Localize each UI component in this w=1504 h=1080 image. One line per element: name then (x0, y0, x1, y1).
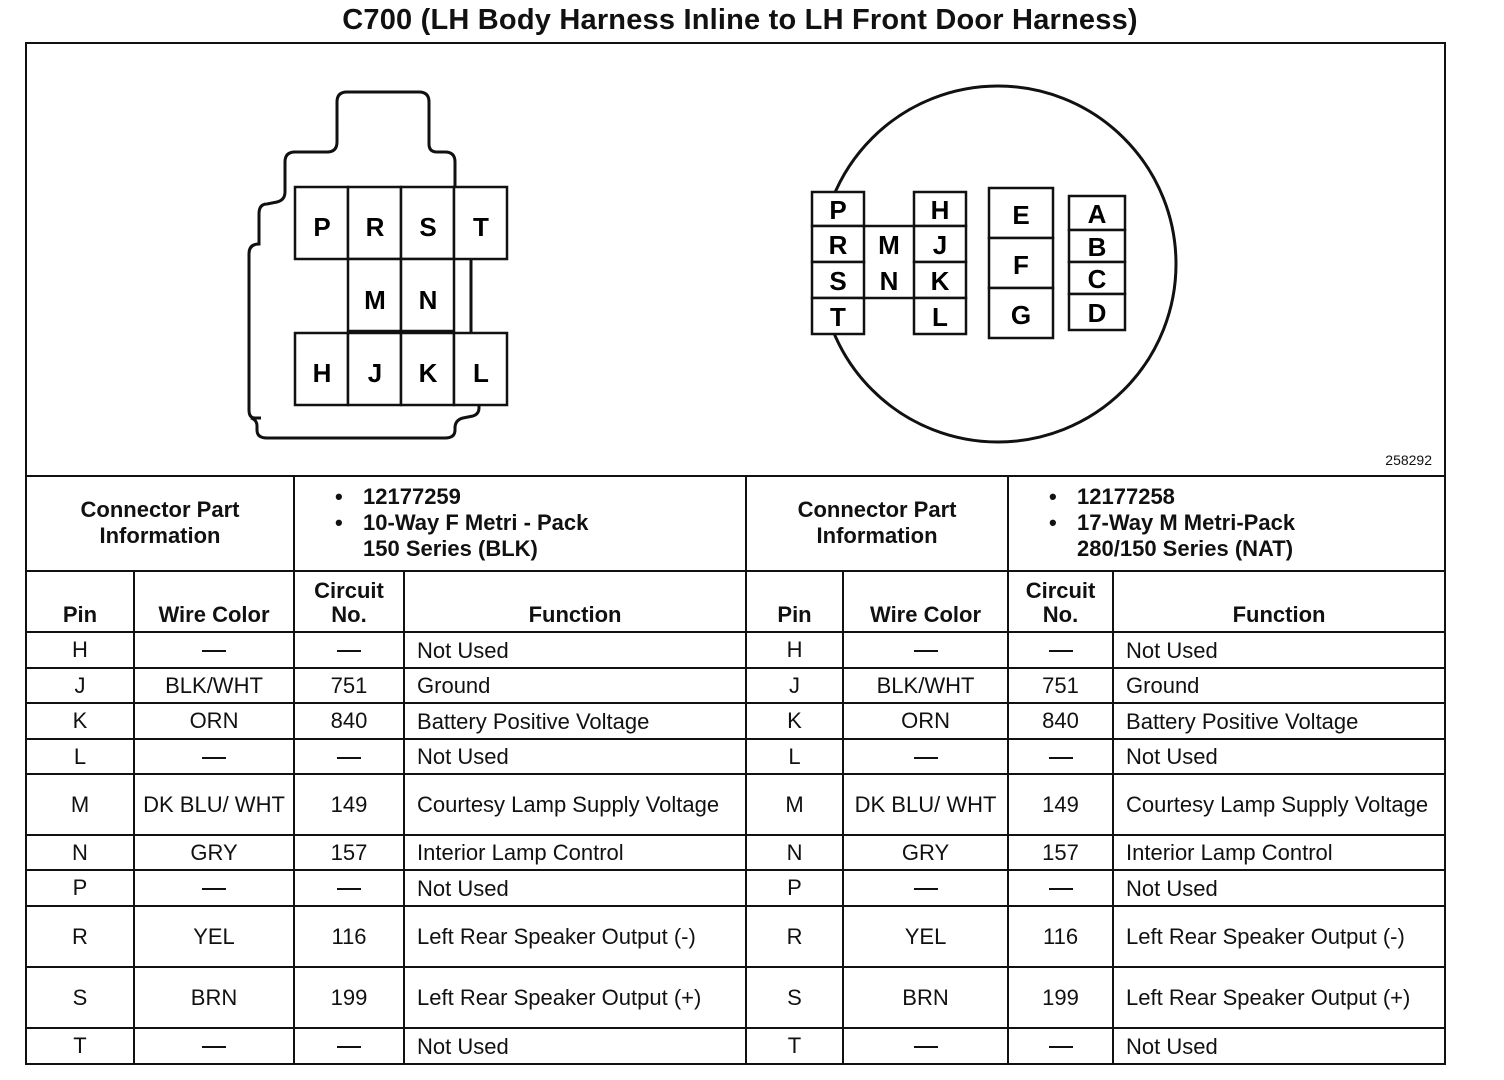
table-row (27, 835, 1444, 870)
function-cell-right: Left Rear Speaker Output (-) (1113, 906, 1444, 967)
table-row (27, 739, 1444, 774)
function-cell-right: Ground (1113, 668, 1444, 703)
function-cell: Not Used (404, 739, 746, 774)
left-connector-info (294, 475, 746, 571)
function-cell-right: Battery Positive Voltage (1113, 703, 1444, 739)
table-row (27, 668, 1444, 703)
pinout-rows (27, 632, 1444, 1063)
right-pin-p: P (829, 195, 847, 225)
pin-cell-right: N (746, 835, 843, 870)
right-part-number: • 12177258 (1049, 484, 1444, 510)
left-pin-r: R (365, 212, 385, 242)
pin-cell: R (27, 906, 134, 967)
pin-cell: M (27, 774, 134, 835)
right-pin-h: H (930, 195, 950, 225)
col-header-function: Function (404, 571, 746, 632)
pin-cell: P (27, 870, 134, 906)
pin-cell: L (27, 739, 134, 774)
col-header-wire-color-right: Wire Color (843, 571, 1008, 632)
right-pin-k: K (930, 266, 950, 296)
wire-color-cell-right (843, 1028, 1008, 1063)
wire-color-cell: BRN (134, 967, 294, 1028)
wire-color-cell-right (843, 870, 1008, 906)
left-pin-p: P (313, 212, 331, 242)
not-used-dash (202, 757, 226, 759)
wire-color-cell: BLK/WHT (134, 668, 294, 703)
circuit-cell: 116 (294, 906, 404, 967)
right-pin-t: T (830, 302, 846, 332)
pin-cell-right: P (746, 870, 843, 906)
not-used-dash (914, 757, 938, 759)
circuit-cell-right (1008, 870, 1113, 906)
wire-color-cell-right: BRN (843, 967, 1008, 1028)
circuit-cell (294, 632, 404, 668)
table-row (27, 870, 1444, 906)
wire-color-cell: DK BLU/ WHT (134, 774, 294, 835)
pinout-table (27, 475, 1444, 1063)
pin-cell-right: M (746, 774, 843, 835)
function-cell-right: Left Rear Speaker Output (+) (1113, 967, 1444, 1028)
function-cell: Courtesy Lamp Supply Voltage (404, 774, 746, 835)
circuit-cell: 157 (294, 835, 404, 870)
col-header-pin: Pin (27, 571, 134, 632)
col-header-circuit: Circuit No. (294, 571, 404, 632)
wire-color-cell (134, 739, 294, 774)
left-pin-t: T (473, 212, 489, 242)
left-pin-l: L (473, 358, 489, 388)
function-cell-right: Not Used (1113, 1028, 1444, 1063)
wire-color-cell-right: GRY (843, 835, 1008, 870)
pin-cell-right: T (746, 1028, 843, 1063)
not-used-dash (337, 757, 361, 759)
left-part-description: • 10-Way F Metri - Pack 150 Series (BLK) (335, 510, 745, 562)
circuit-cell (294, 739, 404, 774)
left-pin-k: K (418, 358, 438, 388)
table-header-row (27, 571, 1444, 632)
right-pin-s: S (829, 266, 847, 296)
circuit-cell-right: 751 (1008, 668, 1113, 703)
function-cell: Not Used (404, 632, 746, 668)
right-pin-b: B (1087, 232, 1107, 262)
wire-color-cell: GRY (134, 835, 294, 870)
right-connector-pin-labels (829, 195, 1107, 332)
circuit-cell-right (1008, 1028, 1113, 1063)
figure-number: 258292 (1385, 452, 1432, 468)
table-row (27, 774, 1444, 835)
right-connector-info (1008, 475, 1444, 571)
table-row (27, 632, 1444, 668)
wire-color-cell-right (843, 739, 1008, 774)
wire-color-cell-right: YEL (843, 906, 1008, 967)
function-cell: Battery Positive Voltage (404, 703, 746, 739)
pin-cell-right: S (746, 967, 843, 1028)
wire-color-cell (134, 1028, 294, 1063)
right-pin-a: A (1087, 199, 1107, 229)
not-used-dash (1049, 1046, 1073, 1048)
left-pin-m: M (364, 285, 386, 315)
pin-cell: H (27, 632, 134, 668)
connector-diagrams (27, 44, 1444, 475)
connector-diagram-area (27, 44, 1444, 477)
col-header-pin-right: Pin (746, 571, 843, 632)
function-cell: Not Used (404, 1028, 746, 1063)
right-pin-n: N (879, 266, 899, 296)
pin-cell: K (27, 703, 134, 739)
not-used-dash (914, 888, 938, 890)
page-title: C700 (LH Body Harness Inline to LH Front Door Harness) (342, 4, 1138, 36)
circuit-cell-right: 840 (1008, 703, 1113, 739)
wire-color-cell-right: ORN (843, 703, 1008, 739)
right-connector-info-label: Connector Part Information (746, 475, 1008, 571)
wire-color-cell: ORN (134, 703, 294, 739)
right-connector-terminals (812, 188, 1125, 338)
left-part-number: • 12177259 (335, 484, 745, 510)
pin-cell-right: H (746, 632, 843, 668)
col-header-function-right: Function (1113, 571, 1444, 632)
right-pin-j: J (932, 230, 948, 260)
col-header-wire-color: Wire Color (134, 571, 294, 632)
table-row (27, 703, 1444, 739)
circuit-cell-right (1008, 632, 1113, 668)
not-used-dash (202, 888, 226, 890)
circuit-cell-right (1008, 739, 1113, 774)
not-used-dash (914, 650, 938, 652)
wire-color-cell (134, 632, 294, 668)
pin-cell-right: J (746, 668, 843, 703)
function-cell: Ground (404, 668, 746, 703)
circuit-cell-right: 149 (1008, 774, 1113, 835)
right-pin-g: G (1010, 300, 1032, 330)
pin-cell: S (27, 967, 134, 1028)
circuit-cell-right: 199 (1008, 967, 1113, 1028)
wire-color-cell-right (843, 632, 1008, 668)
function-cell: Not Used (404, 870, 746, 906)
not-used-dash (202, 1046, 226, 1048)
pin-cell-right: K (746, 703, 843, 739)
circuit-cell: 840 (294, 703, 404, 739)
table-row (27, 1028, 1444, 1063)
left-pin-s: S (419, 212, 437, 242)
function-cell: Interior Lamp Control (404, 835, 746, 870)
pin-cell: N (27, 835, 134, 870)
not-used-dash (337, 650, 361, 652)
right-pin-d: D (1087, 298, 1107, 328)
not-used-dash (337, 1046, 361, 1048)
col-header-circuit-right: Circuit No. (1008, 571, 1113, 632)
pin-cell: T (27, 1028, 134, 1063)
left-pin-j: J (367, 358, 383, 388)
circuit-cell-right: 157 (1008, 835, 1113, 870)
function-cell-right: Courtesy Lamp Supply Voltage (1113, 774, 1444, 835)
table-row (27, 906, 1444, 967)
pin-cell: J (27, 668, 134, 703)
right-part-description: • 17-Way M Metri-Pack 280/150 Series (NAT) (1049, 510, 1444, 562)
not-used-dash (1049, 757, 1073, 759)
not-used-dash (337, 888, 361, 890)
circuit-cell: 751 (294, 668, 404, 703)
right-pin-r: R (828, 230, 848, 260)
right-pin-m: M (878, 230, 900, 260)
function-cell-right: Not Used (1113, 870, 1444, 906)
function-cell: Left Rear Speaker Output (+) (404, 967, 746, 1028)
function-cell-right: Not Used (1113, 739, 1444, 774)
table-row (27, 967, 1444, 1028)
wire-color-cell: YEL (134, 906, 294, 967)
right-pin-l: L (932, 302, 948, 332)
right-pin-c: C (1087, 264, 1107, 294)
circuit-cell-right: 116 (1008, 906, 1113, 967)
not-used-dash (914, 1046, 938, 1048)
function-cell: Left Rear Speaker Output (-) (404, 906, 746, 967)
pin-cell-right: L (746, 739, 843, 774)
wire-color-cell (134, 870, 294, 906)
connector-frame (25, 42, 1446, 1065)
pin-cell-right: R (746, 906, 843, 967)
function-cell-right: Not Used (1113, 632, 1444, 668)
not-used-dash (1049, 650, 1073, 652)
circuit-cell: 199 (294, 967, 404, 1028)
circuit-cell: 149 (294, 774, 404, 835)
wire-color-cell-right: BLK/WHT (843, 668, 1008, 703)
not-used-dash (202, 650, 226, 652)
right-pin-f: F (1013, 250, 1029, 280)
left-pin-h: H (312, 358, 332, 388)
circuit-cell (294, 870, 404, 906)
wire-color-cell-right: DK BLU/ WHT (843, 774, 1008, 835)
function-cell-right: Interior Lamp Control (1113, 835, 1444, 870)
left-pin-n: N (418, 285, 438, 315)
left-connector-info-label: Connector Part Information (27, 475, 294, 571)
right-pin-e: E (1012, 200, 1030, 230)
connector-info-row (27, 475, 1444, 571)
not-used-dash (1049, 888, 1073, 890)
circuit-cell (294, 1028, 404, 1063)
